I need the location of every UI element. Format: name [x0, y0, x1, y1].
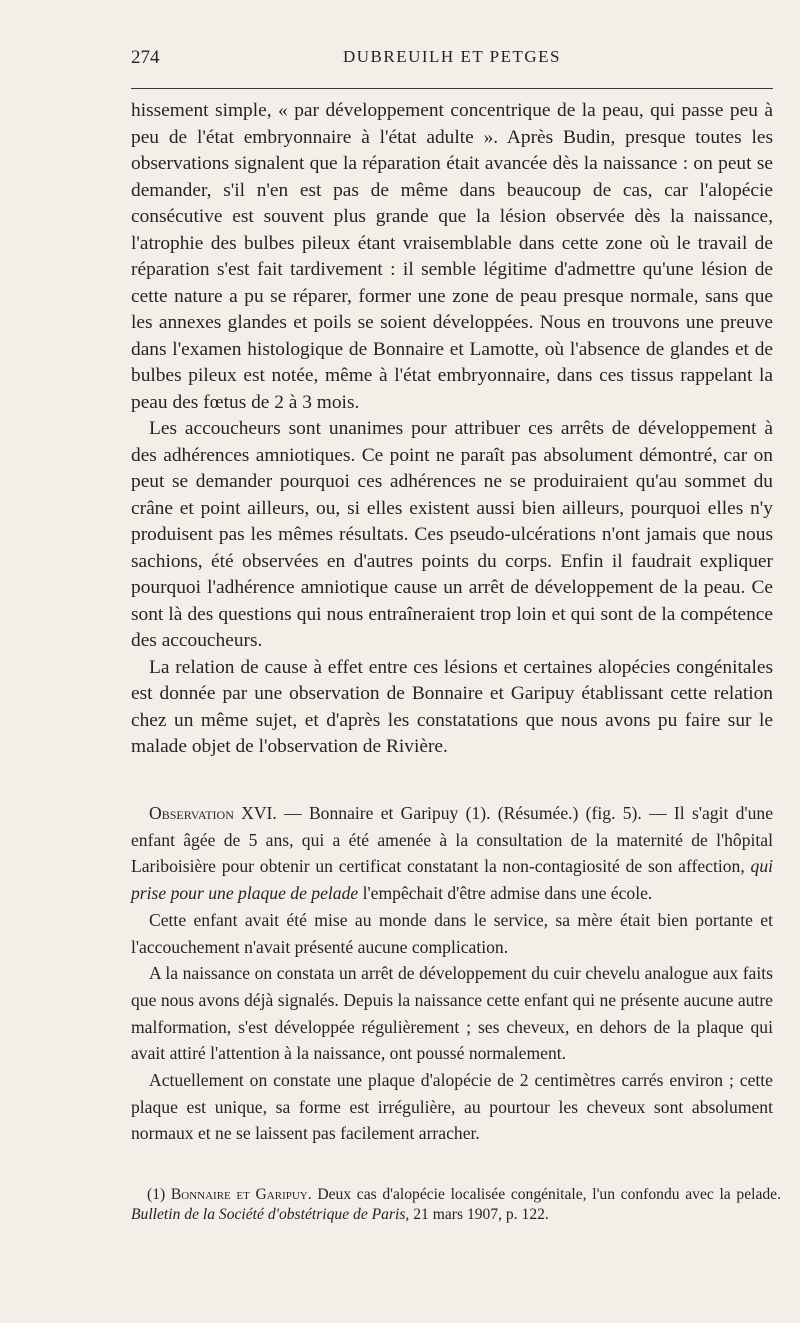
observation-heading-end: l'empêchait d'être admise dans une école. [358, 883, 653, 904]
observation-heading [131, 800, 773, 907]
footnote-authors: Bonnaire et Garipuy [170, 1186, 308, 1203]
footnote-date: 21 mars 1907, p. 122. [409, 1206, 549, 1223]
footnote-journal: Bulletin de la Société d'obstétrique de Paris, [131, 1206, 410, 1223]
observation-paragraph-actuellement: Actuellement on constate une plaque d'alopécie de 2 centimètres carrés environ ; cette plaque est unique, sa forme est irrégulière, au pourtour les cheveux sont absolument normaux et ne se laissent pas facilement arracher. [131, 1070, 773, 1144]
paragraph-accoucheurs: Les accoucheurs sont unanimes pour attribuer ces arrêts de développement à des adhérences amniotiques. Ce point ne paraît pas absolument démontré, car on peut se demander pourquoi ces adhérences ne se produiraient qu'au sommet du crâne et point ailleurs, ou, si elles existent aussi bien ailleurs, pourquoi elles n'y produisent pas les mêmes résultats. Ces pseudo-ulcérations n'ont jamais que nous sachions, été observées en d'autres points du corps. Enfin il faudrait expliquer pourquoi l'adhérence amniotique cause un arrêt de développement de la peau. Ce sont là des questions qui nous entraîneraient trop loin et qui sont de la compétence des accoucheurs. [131, 418, 773, 651]
observation-block [131, 800, 773, 1147]
observation-paragraph-birth: Cette enfant avait été mise au monde dans le service, sa mère était bien portante et l'accouchement n'avait présenté aucune complication. [131, 909, 773, 957]
running-title: DUBREUILH ET PETGES [342, 47, 561, 66]
footnote-marker: (1) [147, 1186, 171, 1203]
page-number: 274 [131, 47, 160, 68]
footnote-text: . Deux cas d'alopécie localisée congénitale, l'un confondu avec la pelade. [307, 1186, 781, 1203]
main-text [131, 98, 773, 761]
paragraph-continued: hissement simple, « par développement concentrique de la peau, qui passe peu à peu de l'état embryonnaire à l'état adulte ». Après Budin, presque toutes les observations signalent que la réparation était avancée dès la naissance : on peut se demander, s'il n'en est pas de même dans beaucoup de cas, car l'alopécie consécutive est souvent plus grande que la lésion observée dès la naissance, l'atrophie des bulbes pileux étant vraisemblable dans cette zone où le travail de réparation s'est fait tardivement : il semble légitime d'admettre qu'une lésion de cette nature a pu se réparer, former une zone de peau presque normale, sans que les annexes glandes et poils se soient développées. Nous en trouvons une preuve dans l'examen histologique de Bonnaire et Lamotte, où l'absence de glandes et de bulbes pileux est notée, même à l'état embryonnaire, dans ces tissus rappelant la peau des fœtus de 2 à 3 mois. [131, 100, 773, 413]
footnote [131, 1185, 781, 1225]
observation-italic: qui prise pour une plaque de pelade [131, 856, 773, 904]
observation-paragraph-naissance: A la naissance on constata un arrêt de développement du cuir chevelu analogue aux faits que nous avons déjà signalés. Depuis la naissance cette enfant qui ne présente aucune autre malformation, s'est développée régulièrement ; ses cheveux, en dehors de la plaque qui avait attiré l'attention à la naissance, ont poussé normalement. [131, 963, 773, 1064]
paragraph-relation: La relation de cause à effet entre ces lésions et certaines alopécies congénitales est donnée par une observation de Bonnaire et Garipuy établissant cette relation chez un même sujet, et d'après les constatations que nous avons pu faire sur le malade objet de l'observation de Rivière. [131, 656, 773, 757]
observation-heading-text: — Bonnaire et Garipuy (1). (Résumée.) (fig. 5). — Il s'agit d'une enfant âgée de 5 ans, qui a été amenée à la consultation de la maternité de l'hôpital Lariboisière pour obtenir un certificat constatant la non-contagiosité de son affection, [131, 803, 773, 877]
page-header [131, 47, 773, 75]
header-rule [131, 88, 773, 89]
observation-label: Observation XVI. [149, 803, 277, 823]
